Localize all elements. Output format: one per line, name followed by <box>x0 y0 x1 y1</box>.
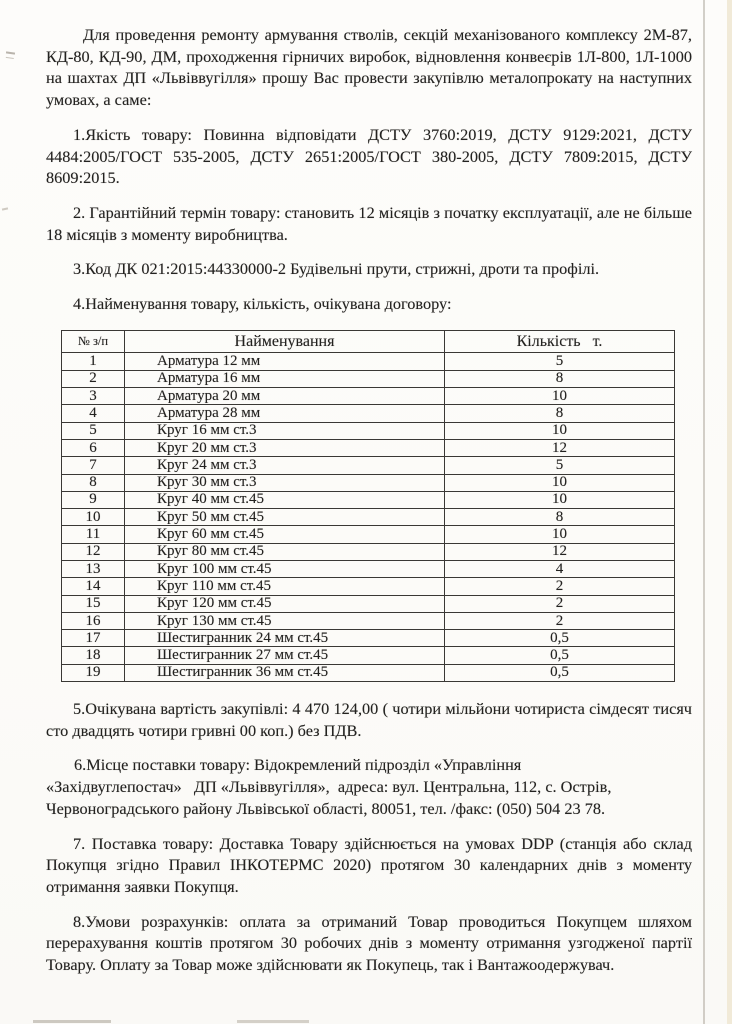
item-name: Арматура 16 мм <box>125 370 445 387</box>
clause-5-expected-value: 5.Очікувана вартість закупівлі: 4 470 124,00 ( чотири мільйони чотириста сімдесят тисяч сто двадцять чотири гривні 00 коп.) без ПДВ. <box>46 699 692 740</box>
table-row <box>62 405 675 422</box>
item-number: 6 <box>62 439 125 456</box>
col-header-name: Найменування <box>125 330 445 353</box>
item-name: Арматура 12 мм <box>125 353 445 370</box>
table-row <box>62 561 675 578</box>
table-row <box>62 509 675 526</box>
item-name: Шестигранник 27 мм ст.45 <box>125 647 445 664</box>
items-table-body <box>62 353 675 682</box>
item-number: 18 <box>62 647 125 664</box>
item-quantity: 5 <box>445 457 675 474</box>
item-quantity: 4 <box>445 561 675 578</box>
table-row <box>62 630 675 647</box>
table-row <box>62 491 675 508</box>
item-name: Шестигранник 24 мм ст.45 <box>125 630 445 647</box>
item-number: 7 <box>62 457 125 474</box>
table-header-row <box>62 330 675 353</box>
item-quantity: 0,5 <box>445 630 675 647</box>
scan-speck <box>6 51 15 54</box>
item-quantity: 0,5 <box>445 664 675 681</box>
clause-3-dk-code: 3.Код ДК 021:2015:44330000-2 Будівельні прути, стрижні, дроти та профілі. <box>73 259 600 279</box>
item-quantity: 12 <box>445 439 675 456</box>
item-quantity: 8 <box>445 370 675 387</box>
table-row <box>62 370 675 387</box>
scan-edge-line <box>703 0 705 1024</box>
item-quantity: 10 <box>445 388 675 405</box>
item-name: Шестигранник 36 мм ст.45 <box>125 664 445 681</box>
col-header-quantity: Кількість т. <box>445 330 675 353</box>
item-name: Круг 80 мм ст.45 <box>125 543 445 560</box>
table-row <box>62 388 675 405</box>
item-quantity: 2 <box>445 612 675 629</box>
item-name: Круг 120 мм ст.45 <box>125 595 445 612</box>
clause-6-line-1: 6.Місце поставки товару: Відокремлений підрозділ «Управління <box>74 755 522 775</box>
item-quantity: 8 <box>445 405 675 422</box>
item-quantity: 2 <box>445 578 675 595</box>
item-quantity: 10 <box>445 491 675 508</box>
scan-speck <box>2 207 8 210</box>
item-number: 5 <box>62 422 125 439</box>
item-quantity: 2 <box>445 595 675 612</box>
items-table <box>61 330 675 682</box>
table-row <box>62 439 675 456</box>
table-row <box>62 543 675 560</box>
table-row <box>62 664 675 681</box>
item-number: 13 <box>62 561 125 578</box>
item-name: Круг 40 мм ст.45 <box>125 491 445 508</box>
item-number: 19 <box>62 664 125 681</box>
item-name: Арматура 20 мм <box>125 388 445 405</box>
item-name: Круг 30 мм ст.3 <box>125 474 445 491</box>
item-quantity: 10 <box>445 422 675 439</box>
scan-smudge <box>237 1020 309 1023</box>
scan-edge-strip <box>727 0 732 1024</box>
table-row <box>62 612 675 629</box>
item-name: Круг 100 мм ст.45 <box>125 561 445 578</box>
item-quantity: 10 <box>445 526 675 543</box>
clause-6-line-2: «Західвуглепостач» ДП «Львіввугілля», адреса: вул. Центральна, 112, с. Острів, <box>46 777 612 797</box>
item-number: 12 <box>62 543 125 560</box>
item-number: 17 <box>62 630 125 647</box>
item-quantity: 5 <box>445 353 675 370</box>
col-header-number: № з/п <box>62 330 125 353</box>
item-name: Круг 60 мм ст.45 <box>125 526 445 543</box>
clause-7-delivery-terms: 7. Поставка товару: Доставка Товару здійснюється на умовах DDP (станція або склад Покупця згідно Правил ІНКОТЕРМС 2020) протягом 30 календарних днів з моменту отримання заявки Покупця. <box>46 833 692 896</box>
scan-smudge <box>33 1020 111 1023</box>
clause-6-line-3: Червоноградського району Львівської області, 80051, тел. /факс: (050) 504 23 78. <box>46 798 606 818</box>
table-row <box>62 474 675 491</box>
item-number: 15 <box>62 595 125 612</box>
table-row <box>62 353 675 370</box>
table-row <box>62 578 675 595</box>
document-content <box>46 24 692 989</box>
item-number: 9 <box>62 491 125 508</box>
clause-1-quality: 1.Якість товару: Повинна відповідати ДСТУ 3760:2019, ДСТУ 9129:2021, ДСТУ 4484:2005/ГОСТ 535-2005, ДСТУ 2651:2005/ГОСТ 380-2005, ДСТУ 7809:2015, ДСТУ 8609:2015. <box>46 124 692 188</box>
table-row <box>62 526 675 543</box>
table-row <box>62 595 675 612</box>
table-row <box>62 422 675 439</box>
item-quantity: 0,5 <box>445 647 675 664</box>
clause-4-items-heading: 4.Найменування товару, кількість, очікувана договору: <box>73 294 452 314</box>
clause-6-delivery-place <box>46 754 692 819</box>
item-number: 14 <box>62 578 125 595</box>
item-number: 4 <box>62 405 125 422</box>
item-name: Круг 110 мм ст.45 <box>125 578 445 595</box>
item-number: 2 <box>62 370 125 387</box>
item-name: Арматура 28 мм <box>125 405 445 422</box>
item-quantity: 12 <box>445 543 675 560</box>
item-name: Круг 20 мм ст.3 <box>125 439 445 456</box>
table-row <box>62 647 675 664</box>
intro-paragraph: Для проведення ремонту армування стволів, секцій механізованого комплексу 2М-87, КД-80, КД-90, ДМ, проходження гірничих виробок, відновлення конвеєрів 1Л-800, 1Л-1000 на шахтах ДП «Львіввугілля» прошу Вас провести закупівлю металопрокату на наступних умовах, а саме: <box>46 25 692 110</box>
item-name: Круг 24 мм ст.3 <box>125 457 445 474</box>
item-name: Круг 16 мм ст.3 <box>125 422 445 439</box>
item-name: Круг 50 мм ст.45 <box>125 509 445 526</box>
item-number: 3 <box>62 388 125 405</box>
table-row <box>62 457 675 474</box>
item-number: 8 <box>62 474 125 491</box>
item-number: 1 <box>62 353 125 370</box>
item-quantity: 8 <box>445 509 675 526</box>
item-quantity: 10 <box>445 474 675 491</box>
item-number: 10 <box>62 509 125 526</box>
item-name: Круг 130 мм ст.45 <box>125 612 445 629</box>
clause-8-payment-terms: 8.Умови розрахунків: оплата за отриманий Товар проводиться Покупцем шляхом перерахування коштів протягом 30 робочих днів з моменту отримання узгодженої партії Товару. Оплату за Товар може здійснювати як Покупець, так і Вантажоодержувач. <box>46 911 692 975</box>
item-number: 11 <box>62 526 125 543</box>
clause-2-warranty: 2. Гарантійний термін товару: становить 12 місяців з початку експлуатації, але не більше 18 місяців з моменту виробництва. <box>46 202 692 244</box>
item-number: 16 <box>62 612 125 629</box>
